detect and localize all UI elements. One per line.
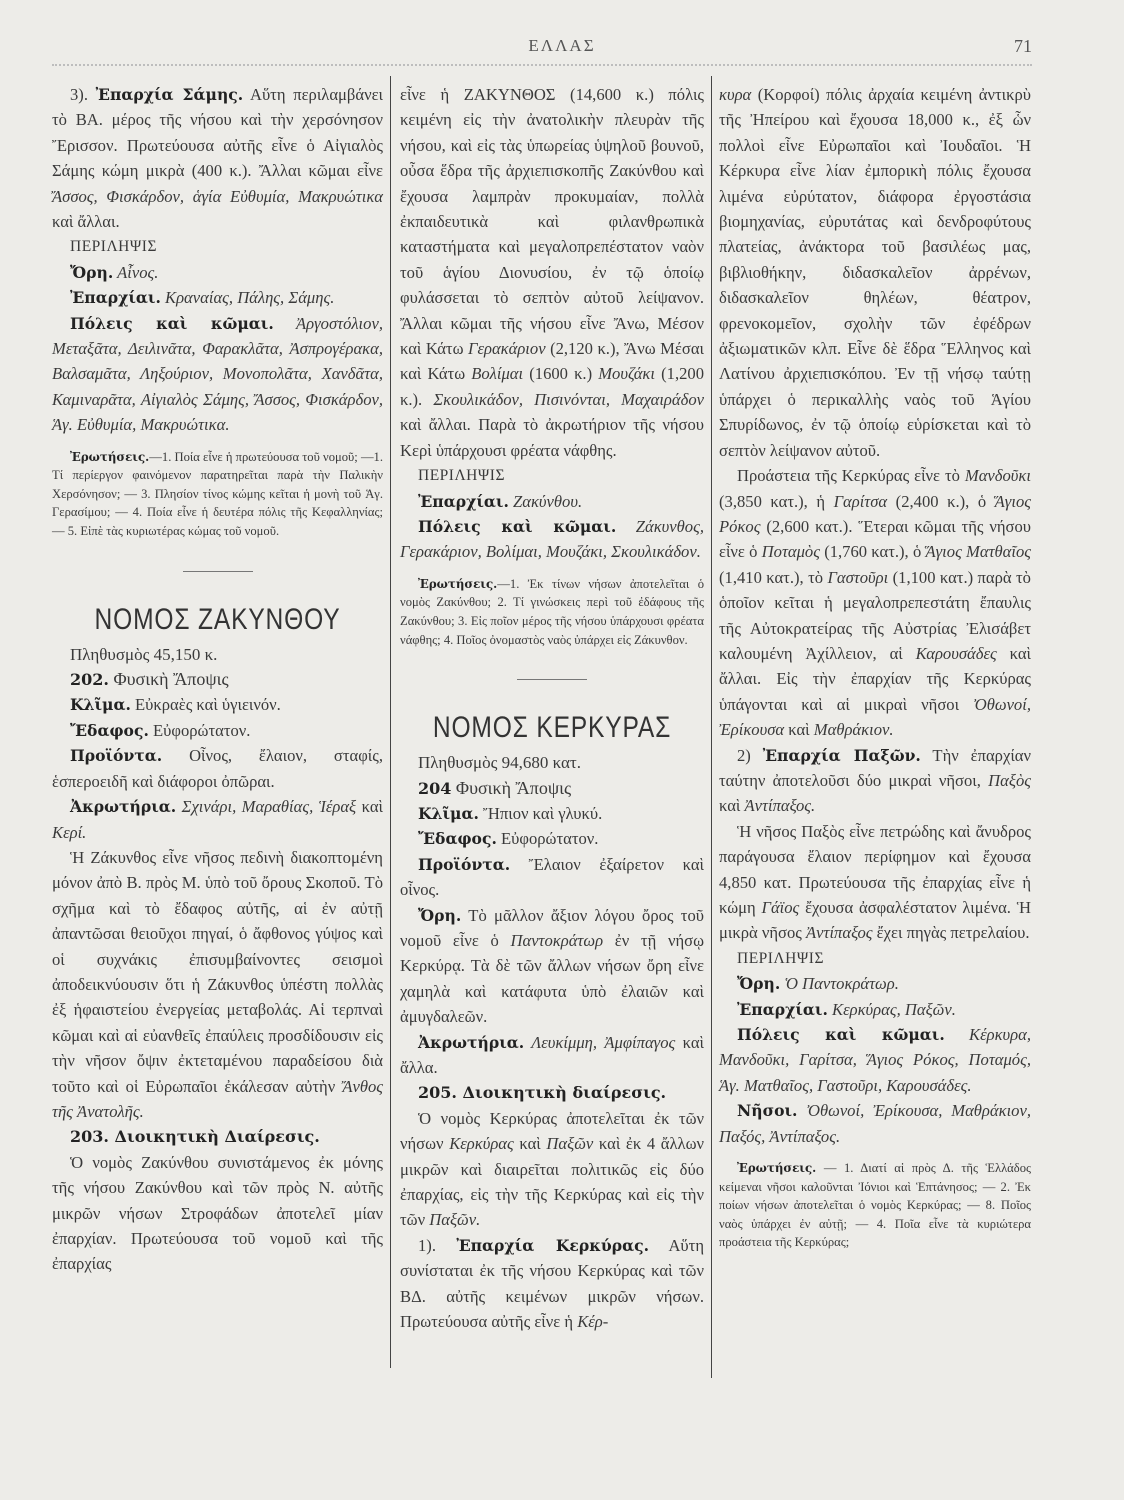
paragraph <box>52 82 383 234</box>
text: Εὐκραὲς καὶ ὑγιεινόν. <box>130 695 281 715</box>
paragraph <box>719 1098 1031 1149</box>
paragraph <box>52 743 383 794</box>
text: Φυσικὴ Ἄποψις <box>108 669 229 690</box>
text: καὶ <box>356 797 383 817</box>
text: Ἔλαιον ἐξαίρετον καὶ οἶνος. <box>400 854 704 900</box>
paragraph <box>52 692 383 717</box>
text: καὶ <box>513 1134 547 1154</box>
bold-label: Ἐπαρχία Παξῶν. <box>762 745 921 765</box>
bold-label: Ἐρωτήσεις. <box>70 449 150 464</box>
questions <box>400 575 704 649</box>
population-line <box>400 750 704 775</box>
column-middle <box>400 82 704 1334</box>
bold-label: Ἀκρωτήρια. <box>418 1032 525 1052</box>
text: (1,100 κατ.) παρὰ τὸ ὁποῖον κεῖται ἡ μεγαλοπρεπεστάτη ἔπαυλις τῆς Αὐτοκρατείρας τῆς Αὐστρίας Ἐλισάβετ καλουμένη Ἀχίλλειον, αἱ <box>719 567 1031 663</box>
bold-label: Ἐπαρχίαι. <box>737 999 828 1019</box>
paragraph-continued <box>719 82 1031 463</box>
text: ἔχουσα ἀσφαλέστατον λιμένα. Ἡ μικρὰ νῆσος <box>719 898 1031 943</box>
bold-label: Προϊόντα. <box>70 746 163 766</box>
text: ἐν τῇ νήσῳ Κερκύρᾳ. Τὰ δὲ τῶν ἄλλων νήσων ὄρη εἶνε χαμηλὰ καὶ κατάφυτα ὑπὸ ἐλαιῶν καὶ ἀμυγδαλεῶν. <box>400 930 705 1027</box>
text: καὶ ἐκ 4 ἄλλων μικρῶν καὶ διαιρεῖται πολιτικῶς εἰς δύο ἐπαρχίας, εἰς τὴν τῆς Κερκύρας καὶ εἰς τὴν τῶν <box>400 1134 705 1230</box>
paragraph <box>52 1150 383 1277</box>
text: —1. Ἐκ τίνων νήσων ἀποτελεῖται ὁ νομὸς Ζακύνθου; 2. Τί γινώσκεις περὶ τοῦ ἐδάφους τῆς Ζακύνθου; 3. Εἰς ποῖον μέρος τῆς νήσου ὑπάρχουσι φρέατα νάφθης; 4. Ποῖος ὀνομαστὸς ναὸς ὑπάρχει εἰς Ζάκυνθον. <box>400 576 704 647</box>
italic-text: Μαθράκιον. <box>813 720 894 740</box>
paragraph <box>52 260 383 285</box>
text: Ἡ νῆσος Παξὸς εἶνε πετρώδης καὶ ἄνυδρος παράγουσα ἔλαιον περίφημον καὶ ἔχουσα 4,850 κατ. Πρωτεύουσα τῆς ἐπαρχίας εἶνε ἡ κώμη <box>719 821 1031 917</box>
bold-label: Ἐρωτήσεις. <box>418 576 498 591</box>
text: Ὁ νομὸς Ζακύνθου συνιστάμενος ἐκ μόνης τῆς νήσου Ζακύνθου καὶ τῶν πρὸς Ν. αὐτῆς μικρῶν νήσων Στροφάδων ἀποτελεῖ μίαν ἐπαρχίαν. Πρωτεύουσα τοῦ νομοῦ καὶ τῆς ἐπαρχίας <box>52 1152 383 1274</box>
italic-text: Κερκύρας <box>449 1134 514 1154</box>
questions <box>52 448 383 541</box>
bold-label: Κλῖμα. <box>418 803 479 823</box>
italic-text: Βολίμαι <box>471 364 524 384</box>
bold-label: Ὄρη. <box>70 262 114 282</box>
italic-text: Ὀθωνοί, Ἐρίκουσα, Μαθράκιον, Παξός, Ἀντίπαξος. <box>719 1101 1031 1146</box>
paragraph <box>400 903 704 1030</box>
bold-label: Πόλεις καὶ κῶμαι. <box>418 516 617 536</box>
column-divider <box>711 76 712 1378</box>
text: (2,600 κατ.). Ἕτεραι κῶμαι τῆς νήσου εἶνε ὁ <box>719 516 1031 562</box>
bold-label: 205. Διοικητικὴ διαίρεσις. <box>418 1083 667 1103</box>
italic-text: Κέρ- <box>577 1312 609 1332</box>
text: Πληθυσμὸς 45,150 κ. <box>70 644 218 664</box>
text: (1,410 κατ.), τὸ <box>719 567 828 587</box>
paragraph <box>719 997 1031 1022</box>
italic-text: Ἅγιος Ματθαῖος <box>925 542 1032 562</box>
summary-heading <box>52 234 383 259</box>
bold-label: Νῆσοι. <box>737 1101 798 1121</box>
italic-text: Ἀντίπαξος <box>806 923 873 943</box>
bold-label: Ἐπαρχία Σάμης. <box>95 85 244 104</box>
text: ΝΟΜΟΣ ΚΕΡΚΥΡΑΣ <box>432 711 672 745</box>
bold-label: Ἔδαφος. <box>418 829 497 849</box>
text: ἔχει πηγὰς πετρελαίου. <box>872 923 1030 943</box>
text: καὶ ἄλλαι. <box>52 212 120 232</box>
text: Τὸ μᾶλλον ἄξιον λόγου ὄρος τοῦ νομοῦ εἶνε ὁ <box>400 905 704 950</box>
paragraph <box>400 514 704 565</box>
bold-label: Ὄρη. <box>418 905 462 925</box>
italic-text: Σκουλικάδον, Πισινόνται, Μαχαιράδον <box>433 389 704 409</box>
paragraph <box>719 743 1031 819</box>
text: Αὕτη συνίσταται ἐκ τῆς νήσου Κερκύρας καὶ τῶν ΒΔ. αὐτῆς κειμένων μικρῶν νήσων. Πρωτεύουσα αὐτῆς εἶνε ἡ <box>400 1235 704 1332</box>
text: — 1. Διατί αἱ πρὸς Δ. τῆς Ἑλλάδος κείμεναι νῆσοι καλοῦνται Ἰόνιοι καὶ Ἑπτάνησος; — 2. Ἐκ ποίων νήσων ἀποτελεῖται ὁ νομὸς Κερκύρας; — 8. Ποῖος ναὸς ὑπάρχει ἐν αὐτῇ; — 4. Ποῖα εἶνε τὰ κυριώτερα προάστεια τῆς Κερκύρας; <box>719 1161 1031 1250</box>
text: Προάστεια τῆς Κερκύρας εἶνε τὸ <box>737 466 965 486</box>
italic-text: Γάϊος <box>761 898 800 917</box>
italic-text: Παξὸς <box>988 770 1031 790</box>
italic-text: Κραναίας, Πάλης, Σάμης. <box>160 288 335 308</box>
page-number: 71 <box>1014 36 1032 56</box>
paragraph <box>400 1030 704 1081</box>
bold-label: Πόλεις καὶ κῶμαι. <box>737 1025 945 1045</box>
bold-label: Ἐπαρχίαι. <box>70 288 161 308</box>
text: Φυσικὴ Ἄποψις <box>451 777 572 798</box>
bold-label: Ἔδαφος. <box>70 720 149 740</box>
text: Τὴν ἐπαρχίαν ταύτην ἀποτελοῦσι δύο μικραὶ νῆσοι, <box>719 745 1031 790</box>
section-heading <box>52 667 383 692</box>
paragraph <box>52 311 383 438</box>
text: καὶ <box>719 796 745 816</box>
paragraph <box>400 489 704 514</box>
italic-text: Ζάκυνθος, Γερακάριον, Βολίμαι, Μουζάκι, Σκουλικάδον. <box>400 516 704 562</box>
population-line <box>52 642 383 667</box>
separator-rule <box>183 571 253 572</box>
text: 3). <box>70 85 96 104</box>
paragraph <box>400 1106 704 1233</box>
text: Αὕτη περιλαμβάνει τὸ ΒΑ. μέρος τῆς νήσου καὶ τὴν χερσόνησον Ἔρισσον. Πρωτεύουσα αὐτῆς εἶνε ὁ Αἰγιαλὸς Σάμης κώμη μικρὰ (400 κ.). Ἄλλαι κῶμαι εἶνε <box>52 85 383 181</box>
text: ΠΕΡΙΛΗΨΙΣ <box>737 949 824 967</box>
italic-text: Αἶνος. <box>113 262 159 282</box>
italic-text: Καρουσάδες <box>915 643 997 663</box>
text: ΠΕΡΙΛΗΨΙΣ <box>418 467 505 485</box>
paragraph <box>52 718 383 743</box>
column-divider <box>390 76 391 1368</box>
text: εἶνε ἡ ΖΑΚΥΝΘΟΣ (14,600 κ.) πόλις κειμένη εἰς τὴν ἀνατολικὴν πλευρὰν τῆς νήσου, καὶ εἰς τὰς ὑπωρείας ὑψηλοῦ βουνοῦ, οὖσα ἕδρα τῆς ἀρχιεπισκοπῆς Ζακύνθου καὶ ἔχουσα λαμπρὰν προκυμαίαν, πολλὰ ἐκπαιδευτικὰ καὶ φιλανθρωπικὰ καταστήματα καὶ μεγαλοπρεπέστατον ναὸν τοῦ ἁγίου Διονυσίου, ἐν τῷ ὁποίῳ φυλάσσεται τὸ σεπτὸν αὐτοῦ λείψανον. Ἄλλαι κῶμαι τῆς νήσου εἶνε Ἄνω, Μέσον καὶ Κάτω <box>400 85 704 359</box>
text: (3,850 κατ.), ἡ <box>719 491 834 511</box>
bold-label: Προϊόντα. <box>418 854 511 874</box>
italic-text: Σχινάρι, Μαραθίας, Ἱέραξ <box>176 797 357 817</box>
italic-text: Ὁ Παντοκράτωρ. <box>780 974 899 994</box>
paragraph <box>400 852 704 903</box>
running-head <box>0 36 1124 60</box>
bold-label: Ἐρωτήσεις. <box>737 1161 817 1176</box>
italic-text: Γερακάριον <box>468 339 546 359</box>
prefecture-title <box>427 710 676 746</box>
text: ΝΟΜΟΣ ΖΑΚΥΝΘΟΥ <box>94 602 341 636</box>
section-heading <box>400 1080 704 1105</box>
text: 2) <box>737 745 763 765</box>
text: καὶ <box>784 720 814 740</box>
header-divider <box>52 64 1032 66</box>
italic-text: Ποταμὸς <box>761 542 820 562</box>
italic-text: Ἀργοστόλιον, Μεταξᾶτα, Δειλινᾶτα, Φαρακλᾶτα, Ἀσπρογέρακα, Βαλσαμᾶτα, Ληξούριον, Μονοπολᾶτα, Χανδᾶτα, Καμιναρᾶτα, Αἰγιαλὸς Σάμης, Ἄσσος, Φισκάρδον, Ἁγ. Εὐθυμία, Μακρυώτικα. <box>52 313 383 435</box>
paragraph <box>719 819 1031 946</box>
bold-label: Ἀκρωτήρια. <box>70 797 177 817</box>
bold-label: Ὄρη. <box>737 974 781 994</box>
bold-label: Ἐπαρχίαι. <box>418 491 509 511</box>
italic-text: Γαρίτσα <box>833 491 888 511</box>
text: Ὁ νομὸς Κερκύρας ἀποτελεῖται ἐκ τῶν νήσων <box>400 1108 704 1154</box>
italic-text: Μανδοῦκι <box>964 466 1031 486</box>
italic-text: Κερκύρας, Παξῶν. <box>827 999 956 1019</box>
text: 1). <box>418 1235 457 1255</box>
paragraph <box>719 971 1031 996</box>
text: καὶ ἄλλα. <box>400 1032 705 1077</box>
text: (2,120 κ.), Ἄνω Μέσαι καὶ Κάτω <box>400 339 704 384</box>
italic-text: Ὀθωνοί, Ἐρίκουσα <box>719 694 1031 740</box>
text: Οἶνος, ἔλαιον, σταφίς, ἑσπεροειδῆ καὶ διάφοροι ὀπῶραι. <box>52 746 383 791</box>
paragraph <box>719 1022 1031 1098</box>
italic-text: Μουζάκι <box>598 364 656 384</box>
paragraph <box>52 845 383 1124</box>
section-heading <box>52 1124 383 1149</box>
bold-label: Πόλεις καὶ κῶμαι. <box>70 313 274 333</box>
prefecture-title <box>82 602 353 638</box>
italic-text: Παξῶν <box>546 1134 594 1154</box>
text: (1,760 κατ.), ὁ <box>819 542 926 562</box>
bold-label: 203. Διοικητικὴ Διαίρεσις. <box>70 1127 320 1147</box>
paragraph-continued <box>400 82 704 463</box>
italic-text: Γαστοῦρι <box>827 567 889 587</box>
italic-text: Λευκίμμη, Ἀμφίπαγος <box>524 1032 676 1052</box>
text: (2,400 κ.), ὁ <box>887 491 995 511</box>
bold-label: 202. <box>70 670 109 690</box>
running-title: ΕΛΛΑΣ <box>528 36 596 55</box>
paragraph <box>52 794 383 845</box>
text: (1600 κ.) <box>523 364 599 384</box>
italic-text: Ζακύνθου. <box>508 491 583 511</box>
bold-label: Κλῖμα. <box>70 695 131 715</box>
paragraph <box>719 463 1031 742</box>
text: ΠΕΡΙΛΗΨΙΣ <box>70 238 157 256</box>
text: Ἤπιον καὶ γλυκύ. <box>478 803 603 823</box>
bold-label: Ἐπαρχία Κερκύρας. <box>456 1235 650 1255</box>
paragraph <box>400 801 704 826</box>
paragraph <box>52 285 383 310</box>
column-right <box>719 82 1031 1252</box>
italic-text: Ἄνθος τῆς Ἀνατολῆς. <box>52 1076 383 1121</box>
italic-text: Παξῶν. <box>429 1210 481 1230</box>
text: (1,200 κ.). <box>400 364 704 409</box>
italic-text: Ἅγιος Ρόκος <box>719 491 1031 536</box>
separator-rule <box>517 679 587 680</box>
italic-text: Κερί. <box>52 822 87 842</box>
paragraph <box>400 826 704 851</box>
italic-text: Ἀντίπαξος. <box>744 796 816 816</box>
text: Ἡ Ζάκυνθος εἶνε νῆσος πεδινὴ διακοπτομένη μόνον ἀπὸ Β. πρὸς Μ. ὑπὸ τοῦ ὄρους Σκοποῦ. Τὸ σχῆμα καὶ τὸ ἔδαφος αὐτῆς, αἱ ἐν αὐτῇ ἀπαντῶσαι θειοῦχοι πηγαί, ὁ ἄφθονος γύψος καὶ οἱ συχνάκις ἐπισυμβαίνοντες σεισμοὶ ἀποδεικνύουσιν ὅτι ἡ Ζάκυνθος ὑπέστη πολλὰς ἐξ ἡφαιστείου ἐνεργείας μεταβολάς. Αἱ τερπναὶ κῶμαι καὶ αἱ εὐανθεῖς ἐπαύλεις προσδίδουσιν εἰς τὴν νῆσον ὄψιν ἐκτεταμένου παραδείσου διὰ τοῦτο καὶ οἱ Εὐρωπαῖοι ἐκάλεσαν αὐτὴν <box>52 847 383 1096</box>
text: (Κορφοί) πόλις ἀρχαία κειμένη ἀντικρὺ τῆς Ἠπείρου καὶ ἔχουσα 18,000 κ., ἐξ ὧν πολλοὶ εἶνε Εὐρωπαῖοι καὶ Ἰουδαῖοι. Ἡ Κέρκυρα εἶνε λίαν ἐμπορικὴ πόλις ἔχουσα λιμένα εὐρύτατον, διάφορα ἐργοστάσια βιομηχανίας, εὐρυτάτας καὶ δενδροφύτους πλατείας, ἀνάκτορα τοῦ βασιλέως μας, βιβλιοθήκην, διδασκαλεῖον ἀρρένων, διδασκαλεῖον θηλέων, θέατρον, φρενοκομεῖον, σχολὴν τῶν ἐφέδρων ἀξιωματικῶν κλπ. Εἶνε δὲ ἕδρα Ἕλληνος καὶ Λατίνου ἀρχιεπισκόπου. Ἐν τῇ νήσῳ ταύτῃ ὑπάρχει ὁ περικαλλὴς ναὸς τοῦ Ἁγίου Σπυρίδωνος, ἐν τῷ ὁποίῳ εὑρίσκεται καὶ τὸ σεπτὸν λείψανον αὐτοῦ. <box>719 85 1031 460</box>
text: Εὐφορώτατον. <box>148 720 251 740</box>
questions <box>719 1159 1031 1252</box>
text: Πληθυσμὸς 94,680 κατ. <box>418 753 581 773</box>
summary-heading <box>719 946 1031 971</box>
italic-text: Παντοκράτωρ <box>510 930 604 950</box>
text: καὶ ἄλλαι. Παρὰ τὸ ἀκρωτήριον τῆς νήσου Κερὶ ὑπάρχουσι φρέατα νάφθης. <box>400 415 704 460</box>
italic-text: Κέρκυρα, Μανδοῦκι, Γαρίτσα, Ἅγιος Ρόκος, Ποταμός, Ἁγ. Ματθαῖος, Γαστοῦρι, Καρουσάδες. <box>719 1025 1031 1095</box>
text: —1. Ποία εἶνε ἡ πρωτεύουσα τοῦ νομοῦ; —1. Τί περίεργον φαινόμενον παρατηρεῖται παρὰ τὴν Παλικὴν Χερσόνησον; — 3. Πλησίον τίνος κώμης κεῖται ἡ μονὴ τοῦ Ἁγ. Γερασίμου; — 4. Ποία εἶνε ἡ δευτέρα πόλις τῆς Κεφαλληνίας; — 5. Εἰπὲ τὰς κυριωτέρας κώμας τοῦ νομοῦ. <box>52 449 383 539</box>
italic-text: κυρα <box>719 85 752 104</box>
paragraph <box>400 1233 704 1335</box>
summary-heading <box>400 463 704 488</box>
section-heading <box>400 776 704 801</box>
text: καὶ ἄλλαι. Εἰς τὴν ἐπαρχίαν τῆς Κερκύρας ὑπάγονται καὶ αἱ μικραὶ νῆσοι <box>719 643 1031 714</box>
italic-text: Ἄσσος, Φισκάρδον, ἁγία Εὐθυμία, Μακρυώτικα <box>52 186 383 206</box>
bold-label: 204 <box>418 778 452 798</box>
text: Εὐφορώτατον. <box>496 829 599 849</box>
column-left <box>52 82 383 1277</box>
